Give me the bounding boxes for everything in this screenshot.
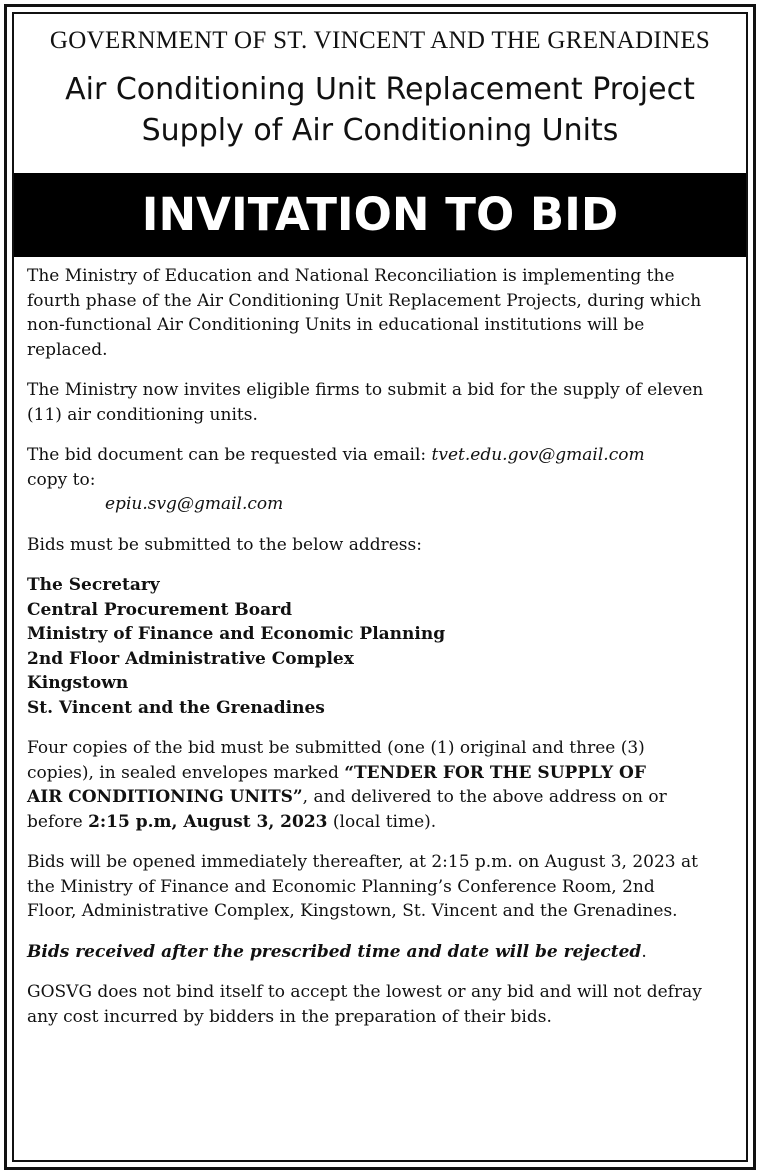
copies-line: [27, 761, 737, 786]
submit-intro: [27, 533, 737, 558]
intro-line: The Ministry of Education and National Reconciliation is implementing the: [27, 266, 675, 286]
submit-intro-line: Bids must be submitted to the below address:: [27, 534, 422, 555]
address-line: Kingstown: [27, 673, 129, 693]
request-prefix: The bid document can be requested via email:: [27, 445, 432, 465]
rejection-paragraph: [27, 940, 737, 965]
invitation-banner: [14, 173, 746, 257]
request-email-link[interactable]: tvet.edu.gov@gmail.com: [431, 445, 645, 465]
government-heading: GOVERNMENT OF ST. VINCENT AND THE GRENADINES: [49, 27, 711, 54]
opening-paragraph: [27, 850, 737, 924]
request-paragraph: [27, 443, 737, 517]
copies-line: Four copies of the bid must be submitted (one (1) original and three (3): [27, 738, 645, 758]
opening-line: Bids will be opened immediately thereafter, at 2:15 p.m. on August 3, 2023 at: [27, 852, 698, 872]
intro-line: fourth phase of the Air Conditioning Unit Replacement Projects, during which: [27, 290, 702, 311]
address-line: The Secretary: [27, 575, 160, 595]
copies-text: , and delivered to the above address on or: [302, 787, 667, 807]
address-line: Central Procurement Board: [27, 599, 292, 620]
deadline: 2:15 p.m, August 3, 2023: [88, 811, 328, 832]
invite-line: (11) air conditioning units.: [27, 404, 258, 425]
opening-line: the Ministry of Finance and Economic Planning’s Conference Room, 2nd: [27, 876, 655, 897]
disclaimer-line: GOSVG does not bind itself to accept the lowest or any bid and will not defray: [27, 982, 702, 1002]
submission-address: [27, 573, 737, 720]
rejection-line: [27, 940, 737, 965]
copies-text: before: [27, 811, 89, 832]
intro-line: replaced.: [27, 339, 108, 360]
rejection-notice: Bids received after the prescribed time and date will be rejected: [27, 941, 642, 962]
disclaimer-line: any cost incurred by bidders in the preparation of their bids.: [27, 1006, 552, 1027]
request-line: [27, 443, 737, 468]
copies-line: [27, 810, 737, 835]
address-line: 2nd Floor Administrative Complex: [27, 648, 354, 669]
copies-paragraph: [27, 736, 737, 834]
copies-text: copies), in sealed envelopes marked: [27, 762, 345, 783]
intro-line: non-functional Air Conditioning Units in educational institutions will be: [27, 315, 645, 335]
project-subtitle: Supply of Air Conditioning Units: [141, 113, 619, 148]
copy-to-label: copy to:: [27, 469, 96, 490]
tender-marking: AIR CONDITIONING UNITS”: [27, 787, 303, 807]
address-line: Ministry of Finance and Economic Planning: [27, 624, 446, 644]
invite-paragraph: [27, 378, 737, 427]
copies-line: [27, 785, 737, 810]
notice-body: [27, 264, 737, 1045]
copy-email-link[interactable]: epiu.svg@gmail.com: [105, 494, 284, 514]
address-line: St. Vincent and the Grenadines: [27, 697, 325, 718]
copies-text: (local time).: [327, 811, 437, 832]
rejection-period: .: [641, 941, 647, 962]
invite-line: The Ministry now invites eligible firms to submit a bid for the supply of eleven: [27, 380, 704, 400]
banner-title: INVITATION TO BID: [141, 188, 619, 241]
project-title: Air Conditioning Unit Replacement Project: [65, 72, 695, 107]
tender-marking: “TENDER FOR THE SUPPLY OF: [344, 762, 646, 783]
intro-paragraph: [27, 264, 737, 362]
disclaimer-paragraph: [27, 980, 737, 1029]
opening-line: Floor, Administrative Complex, Kingstown, St. Vincent and the Grenadines.: [27, 901, 678, 921]
